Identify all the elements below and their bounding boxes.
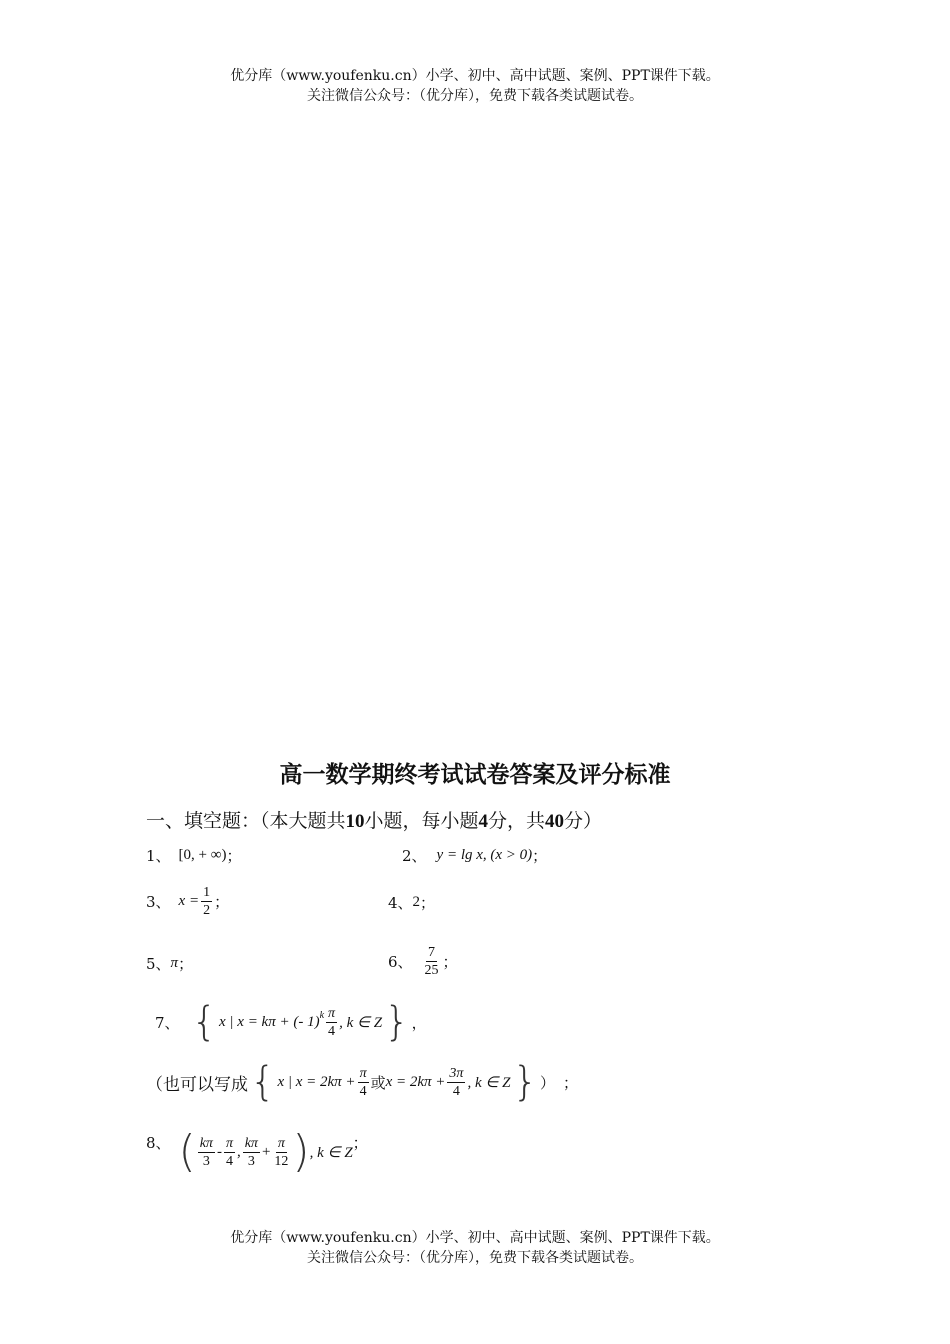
answer-5	[146, 953, 193, 974]
answer-8-tail: , k ∈ Z	[309, 1144, 353, 1161]
answer-7-exponent: k	[319, 1010, 325, 1021]
answer-5-text: π	[170, 955, 179, 971]
answer-7-part2: , k ∈ Z	[339, 1014, 383, 1031]
answer-1-text: [0, + ∞)	[178, 847, 227, 863]
answer-7-alt-prefix: （也可以写成	[146, 1074, 248, 1095]
answer-7-alt-suffix: ）	[539, 1073, 555, 1092]
answer-7-alt-fraction-1	[358, 1065, 369, 1100]
answer-4-number: 4、	[388, 894, 413, 912]
answer-7-alt-part1: x | x = 2kπ +	[277, 1073, 356, 1090]
answer-1	[146, 845, 241, 866]
answer-2	[402, 845, 547, 866]
answer-8-f3-numerator: kπ	[244, 1135, 258, 1151]
section-heading	[146, 806, 602, 833]
answer-8-fraction-1	[198, 1135, 215, 1170]
answer-2-number: 2、	[402, 847, 427, 865]
section-mid1: 小题，每小题	[364, 810, 479, 832]
answer-1-end: ；	[226, 847, 242, 865]
answer-6-number: 6、	[388, 953, 413, 971]
left-brace-icon: {	[191, 999, 217, 1045]
answer-8-f2-denominator: 4	[225, 1153, 233, 1169]
answer-7-numerator: π	[328, 1005, 336, 1021]
section-suffix: 分）	[564, 810, 603, 832]
answer-8-f4-numerator: π	[277, 1135, 285, 1151]
answer-6-end: ；	[442, 953, 458, 971]
header-line-1: 优分库（www.youfenku.cn）小学、初中、高中试题、案例、PPT课件下载。	[230, 68, 720, 84]
answer-3-numerator: 1	[203, 885, 211, 900]
section-prefix: 一、填空题：（本大题共	[146, 810, 346, 832]
answer-8-f4-denominator: 12	[274, 1153, 289, 1169]
right-brace-icon: }	[384, 999, 410, 1045]
answer-8-f2-numerator: π	[225, 1135, 233, 1151]
answer-2-end: ；	[532, 847, 548, 865]
answer-7-alt-part2: x = 2kπ +	[385, 1073, 446, 1090]
answer-7-alt-fraction-2	[447, 1065, 465, 1100]
answer-5-number: 5、	[146, 955, 171, 973]
answer-2-text: y = lg x, (x > 0)	[436, 847, 533, 863]
answer-7	[155, 999, 427, 1045]
left-brace-icon: {	[250, 1059, 276, 1105]
footer-line-2: 关注微信公众号：（优分库），免费下载各类试题试卷。	[307, 1250, 643, 1266]
answer-7-fraction	[326, 1005, 337, 1040]
answer-8-f1-denominator: 3	[202, 1153, 210, 1169]
answer-8-f3-denominator: 3	[247, 1153, 255, 1169]
answer-8	[146, 1126, 368, 1177]
answer-3-number: 3、	[146, 893, 171, 911]
answer-8-end: ；	[352, 1134, 368, 1152]
answer-6-denominator: 25	[424, 963, 439, 978]
answer-4-text: 2	[412, 894, 421, 910]
answer-8-plus: +	[261, 1143, 271, 1160]
answer-7-alt-end: ；	[562, 1073, 578, 1092]
answer-5-end: ；	[178, 955, 194, 973]
answer-7-alt-f2-denominator: 4	[452, 1083, 460, 1099]
answer-8-f1-numerator: kπ	[199, 1135, 213, 1151]
section-count: 10	[345, 811, 365, 832]
page-title: 高一数学期终考试试卷答案及评分标准	[279, 762, 671, 788]
answer-7-alternative	[146, 1059, 578, 1105]
left-paren-icon: (	[178, 1126, 196, 1177]
answer-7-alt-or: 或	[370, 1073, 386, 1092]
answer-7-number: 7、	[155, 1013, 180, 1032]
answer-8-comma: ,	[236, 1143, 241, 1160]
answer-8-number: 8、	[146, 1134, 171, 1152]
answer-8-minus: -	[216, 1143, 222, 1160]
answer-8-fraction-3	[243, 1135, 260, 1170]
section-points-each: 4	[478, 811, 489, 832]
answer-7-part1: x | x = kπ + (- 1)	[219, 1013, 320, 1030]
footer-line-1: 优分库（www.youfenku.cn）小学、初中、高中试题、案例、PPT课件下载。	[230, 1230, 720, 1246]
answer-4-end: ；	[420, 894, 436, 912]
answer-7-alt-f1-numerator: π	[359, 1065, 367, 1081]
answer-3-fraction	[201, 884, 212, 919]
answer-7-denominator: 4	[328, 1023, 336, 1039]
answer-1-number: 1、	[146, 847, 171, 865]
section-total: 40	[545, 811, 565, 832]
right-brace-icon: }	[512, 1059, 538, 1105]
answer-6	[388, 944, 458, 979]
answer-3-end: ；	[214, 893, 230, 911]
header-line-2: 关注微信公众号：（优分库），免费下载各类试题试卷。	[307, 88, 643, 104]
answer-3	[146, 884, 229, 919]
answer-7-end: ，	[411, 1013, 427, 1032]
answer-3-lhs: x =	[178, 893, 200, 909]
answer-8-fraction-2	[224, 1135, 235, 1170]
answer-8-fraction-4	[272, 1135, 290, 1170]
answer-6-numerator: 7	[428, 945, 436, 960]
answer-6-fraction	[423, 944, 441, 979]
right-paren-icon: )	[292, 1126, 310, 1177]
answer-7-alt-f2-numerator: 3π	[449, 1065, 464, 1081]
answer-7-alt-part3: , k ∈ Z	[467, 1074, 511, 1091]
answer-7-alt-f1-denominator: 4	[359, 1083, 367, 1099]
answer-3-denominator: 2	[203, 903, 211, 918]
section-mid2: 分，共	[488, 810, 546, 832]
answer-4	[388, 892, 435, 913]
